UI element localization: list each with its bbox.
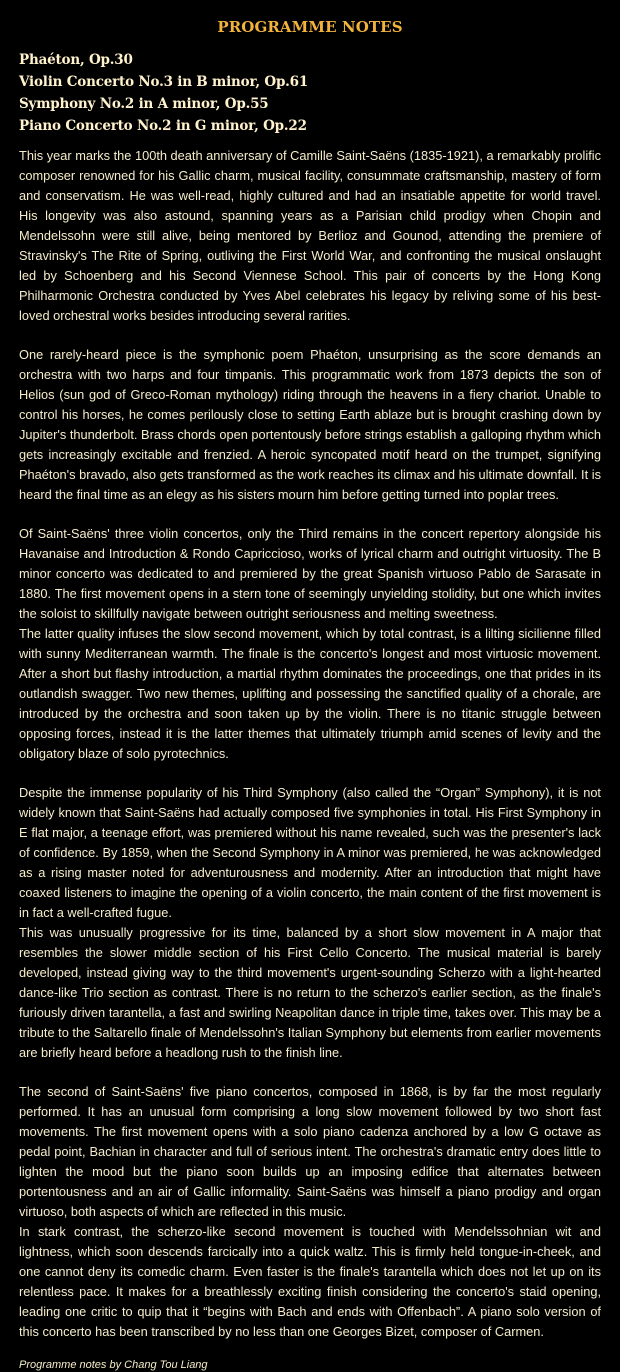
section-phaeton <box>19 345 601 505</box>
phaeton-paragraph: One rarely-heard piece is the symphonic poem Phaéton, unsurprising as the score demands an orchestra with two harps and four timpanis. This programmatic work from 1873 depicts the son of Helios (sun god of Greco-Roman mythology) riding through the heavens in a fiery chariot. Unable to control his horses, he comes perilously close to setting Earth ablaze but is brought crashing down by Jupiter's thunderbolt. Brass chords open portentously before strings establish a galloping rhythm which gets increasingly excitable and frenzied. A heroic syncopated motif heard on the trumpet, signifying Phaéton's bravado, also gets transformed as the work reaches its climax and his ultimate downfall. It is heard the final time as an elegy as his sisters mourn him before getting turned into poplar trees. <box>19 347 601 502</box>
work-title-phaeton: Phaéton, Op.30 <box>19 52 133 68</box>
symphony-paragraph-2: This was unusually progressive for its time, balanced by a short slow movement in A major that resembles the slower middle section of his First Cello Concerto. The musical material is barely developed, instead giving way to the third movement's urgent-sounding Scherzo with a light-hearted dance-like Trio section as contrast. There is no return to the scherzo's earlier section, as the finale's furiously driven tarantella, a fast and swirling Neapolitan dance in triple time, takes over. This may be a tribute to the Saltarello finale of Mendelssohn's Italian Symphony but elements from earlier movements are briefly heard before a headlong rush to the finish line. <box>19 925 601 1060</box>
section-violin-concerto <box>19 524 601 764</box>
intro-paragraph: This year marks the 100th death anniversary of Camille Saint-Saëns (1835-1921), a remarkably prolific composer renowned for his Gallic charm, musical facility, consummate craftsmanship, mastery of form and conservatism. He was well-read, highly cultured and had an insatiable appetite for world travel. His longevity was also astound, spanning years as a Parisian child prodigy when Chopin and Mendelssohn were still alive, being mentored by Berlioz and Gounod, attending the premiere of Stravinsky's The Rite of Spring, outliving the First World War, and confronting the musical onslaught led by Schoenberg and his Second Viennese School. This pair of concerts by the Hong Kong Philharmonic Orchestra conducted by Yves Abel celebrates his legacy by reliving some of his best-loved orchestral works besides introducing several rarities. <box>19 148 601 323</box>
page-title: PROGRAMME NOTES <box>217 18 403 36</box>
works-list <box>19 49 601 137</box>
work-title-violin-concerto: Violin Concerto No.3 in B minor, Op.61 <box>19 74 309 90</box>
piano-concerto-paragraph-1: The second of Saint-Saëns' five piano concertos, composed in 1868, is by far the most regularly performed. It has an unusual form comprising a long slow movement followed by two short fast movements. The first movement opens with a solo piano cadenza anchored by a low G octave as pedal point, Bachian in character and full of serious intent. The orchestra's dramatic entry does little to lighten the mood but the piano soon builds up an imposing edifice that alternates between portentousness and an air of Gallic informality. Saint-Saëns was himself a piano prodigy and organ virtuoso, both aspects of which are reflected in this music. <box>19 1084 601 1219</box>
violin-concerto-paragraph-1: Of Saint-Saëns' three violin concertos, only the Third remains in the concert repertory alongside his Havanaise and Introduction & Rondo Capriccioso, works of lyrical charm and outright virtuosity. The B minor concerto was dedicated to and premiered by the great Spanish virtuoso Pablo de Sarasate in 1880. The first movement opens in a stern tone of seemingly unyielding stolidity, but one which invites the soloist to skillfully navigate between outright seriousness and melting sweetness. <box>19 526 601 621</box>
section-piano-concerto <box>19 1082 601 1342</box>
symphony-paragraph-1: Despite the immense popularity of his Third Symphony (also called the “Organ” Symphony), it is not widely known that Saint-Saëns had actually composed five symphonies in total. His First Symphony in E flat major, a teenage effort, was premiered without his name revealed, such was the presenter's lack of confidence. By 1859, when the Second Symphony in A minor was premiered, he was acknowledged as a rising master noted for adventurousness and modernity. After an introduction that might have coaxed listeners to imagine the opening of a violin concerto, the main content of the first movement is in fact a well-crafted fugue. <box>19 785 601 920</box>
work-title-symphony: Symphony No.2 in A minor, Op.55 <box>19 96 269 112</box>
piano-concerto-paragraph-2: In stark contrast, the scherzo-like second movement is touched with Mendelssohnian wit and lightness, which soon descends farcically into a quick waltz. This is firmly held tongue-in-cheek, and one cannot deny its comedic charm. Even faster is the finale's tarantella which does not let up on its relentless pace. It makes for a breathlessly exciting finish considering the concerto's staid opening, leading one critic to quip that it “begins with Bach and ends with Offenbach”. A piano solo version of this concerto has been transcribed by no less than one Georges Bizet, composer of Carmen. <box>19 1224 601 1339</box>
work-title-piano-concerto: Piano Concerto No.2 in G minor, Op.22 <box>19 118 307 134</box>
author-credit: Programme notes by Chang Tou Liang <box>19 1359 208 1371</box>
section-symphony <box>19 783 601 1063</box>
section-intro <box>19 146 601 326</box>
violin-concerto-paragraph-2: The latter quality infuses the slow second movement, which by total contrast, is a lilting sicilienne filled with sunny Mediterranean warmth. The finale is the concerto's longest and most virtuosic movement. After a short but flashy introduction, a martial rhythm dominates the proceedings, one that prides in its outlandish swagger. Two new themes, uplifting and possessing the sanctified quality of a chorale, are introduced by the orchestra and soon taken up by the violin. There is no titanic struggle between opposing forces, instead it is the latter themes that ultimately triumph amid scenes of levity and the obligatory blaze of solo pyrotechnics. <box>19 626 601 761</box>
